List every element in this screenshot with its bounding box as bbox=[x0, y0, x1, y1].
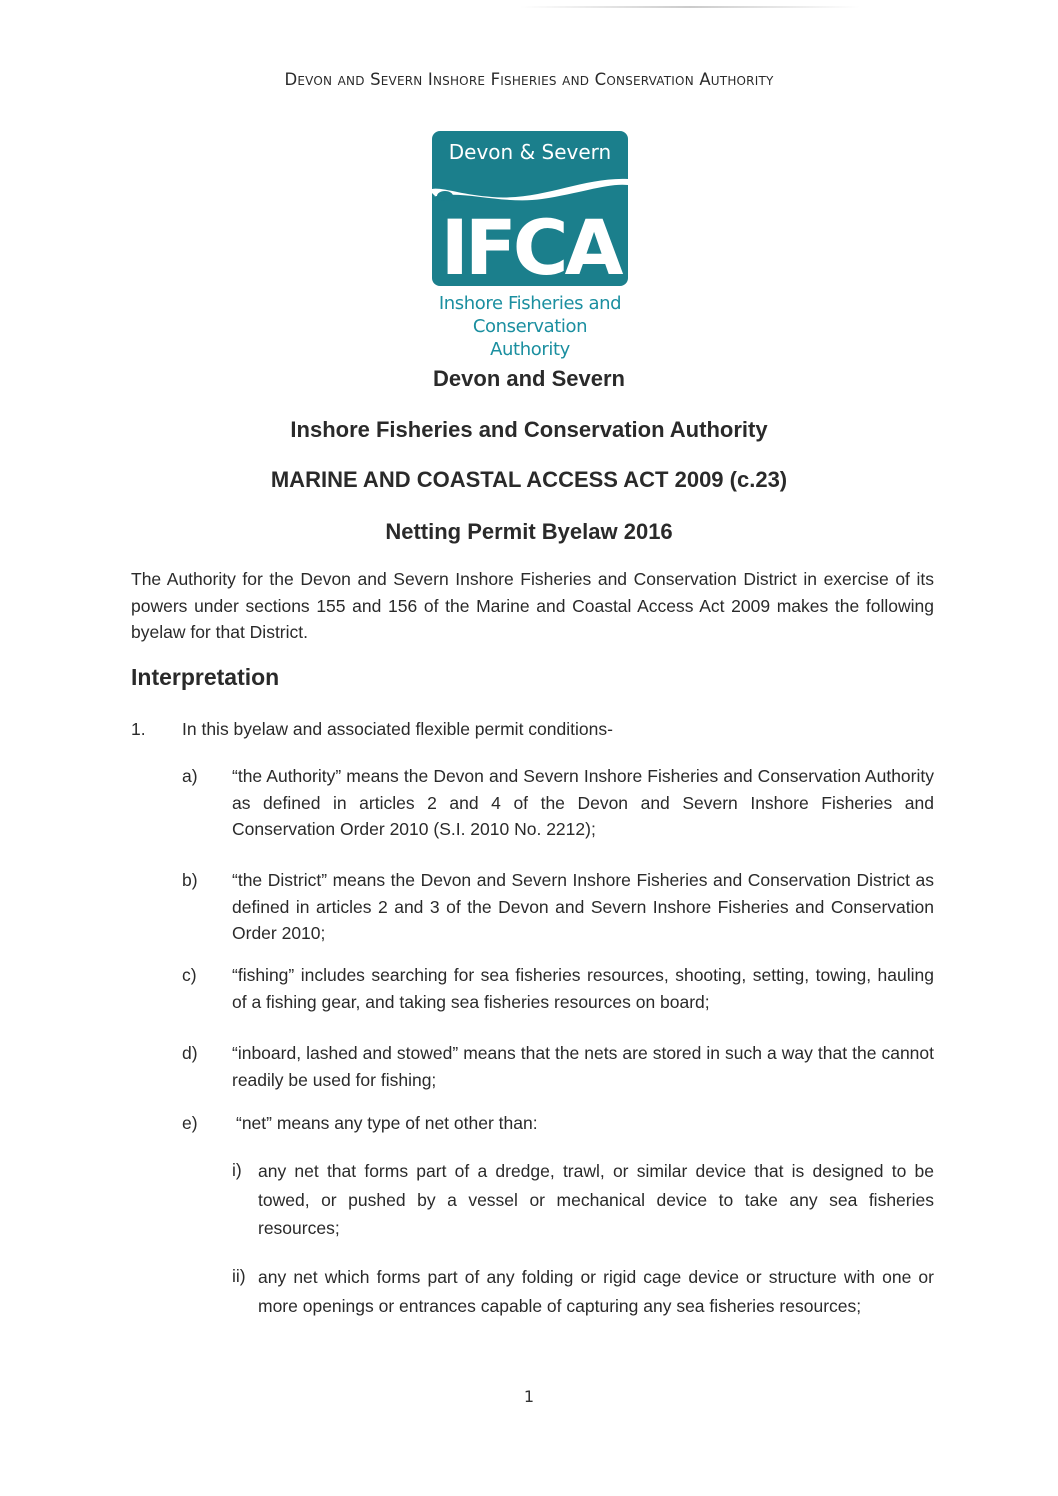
clause-text: In this byelaw and associated flexible permit conditions- bbox=[182, 719, 613, 739]
scan-artifact bbox=[520, 6, 860, 8]
page-header: Devon and Severn Inshore Fisheries and Conservation Authority bbox=[284, 70, 774, 89]
subitem-label-ii: ii) bbox=[232, 1266, 246, 1286]
page-number: 1 bbox=[523, 1387, 535, 1406]
title-line-3: MARINE AND COASTAL ACCESS ACT 2009 (c.23) bbox=[270, 467, 788, 492]
clause-number: 1. bbox=[131, 719, 146, 739]
ifca-logo bbox=[432, 131, 628, 361]
title-line-4: Netting Permit Byelaw 2016 bbox=[385, 519, 673, 544]
item-label-c: c) bbox=[182, 965, 197, 985]
item-label-d: d) bbox=[182, 1043, 198, 1063]
item-label-e: e) bbox=[182, 1113, 198, 1133]
section-heading: Interpretation bbox=[131, 664, 280, 690]
logo-sub-line2: Conservation Authority bbox=[472, 316, 588, 360]
item-label-b: b) bbox=[182, 870, 198, 890]
title-line-2: Inshore Fisheries and Conservation Authority bbox=[290, 417, 768, 442]
subitem-text-ii: any net which forms part of any folding or rigid cage device or structure with one or more openings or entrances capable of capturing any sea fisheries resources; bbox=[258, 1267, 934, 1316]
item-text-e: “net” means any type of net other than: bbox=[236, 1113, 538, 1133]
intro-paragraph: The Authority for the Devon and Severn Inshore Fisheries and Conservation District in exercise of its powers under sections 155 and 156 of the Marine and Coastal Access Act 2009 makes the following byelaw for that District. bbox=[131, 569, 934, 642]
item-label-a: a) bbox=[182, 766, 198, 786]
title-line-1: Devon and Severn bbox=[433, 366, 625, 391]
logo-wave-fish-icon bbox=[432, 175, 628, 205]
logo-subtitle bbox=[432, 292, 628, 361]
subitem-label-i: i) bbox=[232, 1160, 242, 1180]
item-text-b: “the District” means the Devon and Severn Inshore Fisheries and Conservation District as defined in articles 2 and 3 of the Devon and Severn Inshore Fisheries and Conservation Order 2010; bbox=[232, 870, 934, 943]
logo-main-block bbox=[432, 204, 628, 286]
item-text-a: “the Authority” means the Devon and Severn Inshore Fisheries and Conservation Authority as defined in articles 2 and 4 of the Devon and Severn Inshore Fisheries and Conservation Order 2010 (S.I. 2010 No. 2212); bbox=[232, 766, 934, 839]
logo-top-text: Devon & Severn bbox=[432, 131, 628, 175]
item-text-c: “fishing” includes searching for sea fisheries resources, shooting, setting, towing, hauling of a fishing gear, and taking sea fisheries resources on board; bbox=[232, 965, 934, 1012]
logo-main-text: IFCA bbox=[440, 204, 620, 286]
subitem-text-i: any net that forms part of a dredge, trawl, or similar device that is designed to be towed, or pushed by a vessel or mechanical device to take any sea fisheries resources; bbox=[258, 1161, 934, 1238]
logo-sub-line1: Inshore Fisheries and bbox=[438, 293, 622, 314]
item-text-d: “inboard, lashed and stowed” means that the nets are stored in such a way that the cannot readily be used for fishing; bbox=[232, 1043, 934, 1090]
